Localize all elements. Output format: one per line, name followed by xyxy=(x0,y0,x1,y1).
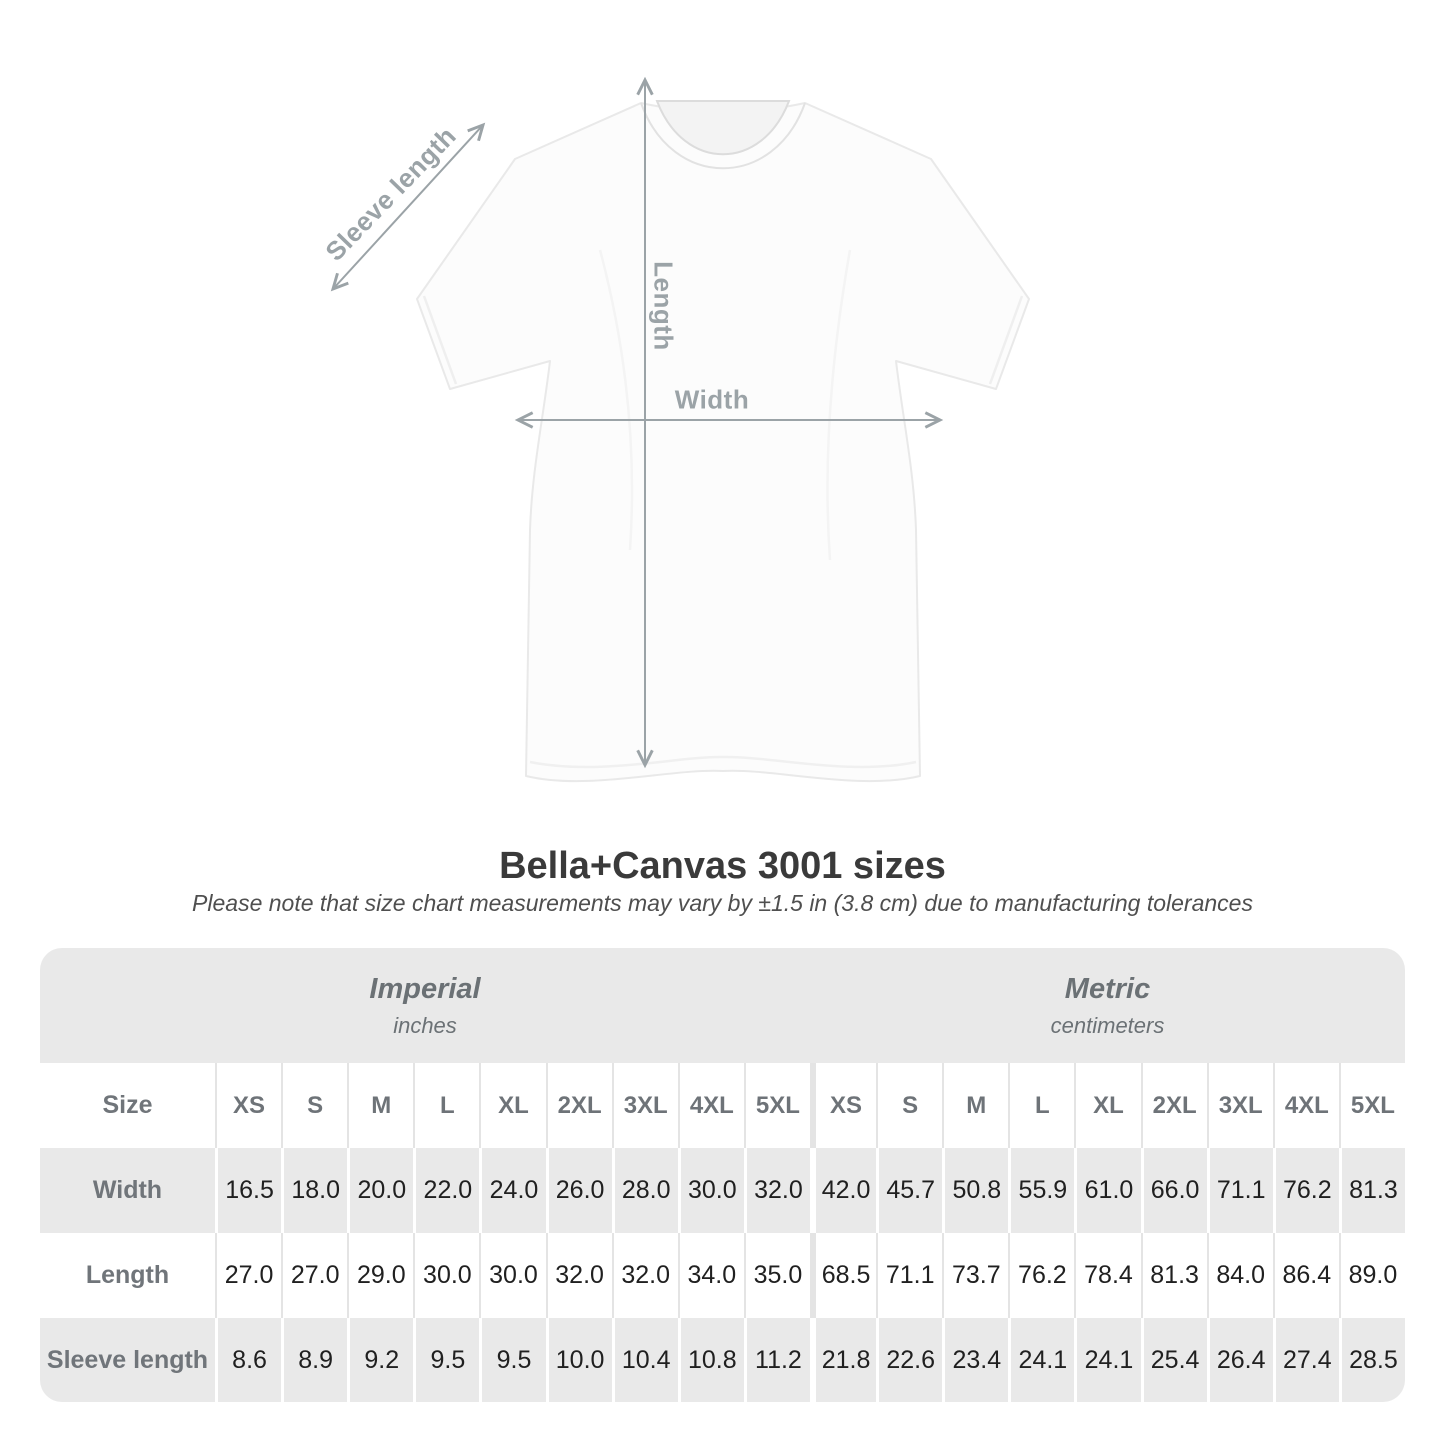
width-value-cell: 66.0 xyxy=(1141,1148,1207,1233)
width-value-cell: 50.8 xyxy=(942,1148,1008,1233)
size-header-cell: 4XL xyxy=(678,1063,744,1148)
sleeve-value-cell: 11.2 xyxy=(744,1318,810,1402)
length-value-cell: 30.0 xyxy=(413,1233,479,1318)
sleeve-value-cell: 25.4 xyxy=(1141,1318,1207,1402)
sleeve-value-cell: 9.2 xyxy=(347,1318,413,1402)
length-value-cell: 27.0 xyxy=(215,1233,281,1318)
length-value-cell: 30.0 xyxy=(479,1233,545,1318)
size-header-cell: L xyxy=(1008,1063,1074,1148)
length-value-cell: 78.4 xyxy=(1074,1233,1140,1318)
size-header-cell: S xyxy=(281,1063,347,1148)
width-value-cell: 26.0 xyxy=(546,1148,612,1233)
imperial-section-header xyxy=(40,948,810,1063)
length-value-cell: 84.0 xyxy=(1207,1233,1273,1318)
sleeve-value-cell: 24.1 xyxy=(1074,1318,1140,1402)
length-value-cell: 86.4 xyxy=(1273,1233,1339,1318)
width-value-cell: 30.0 xyxy=(678,1148,744,1233)
imperial-unit: inches xyxy=(393,1012,457,1038)
width-value-cell: 18.0 xyxy=(281,1148,347,1233)
width-value-cell: 42.0 xyxy=(810,1148,876,1233)
sleeve-value-cell: 21.8 xyxy=(810,1318,876,1402)
length-value-cell: 29.0 xyxy=(347,1233,413,1318)
size-header-cell: 3XL xyxy=(1207,1063,1273,1148)
width-value-cell: 45.7 xyxy=(876,1148,942,1233)
length-value-cell: 32.0 xyxy=(546,1233,612,1318)
size-header-cell: XS xyxy=(215,1063,281,1148)
size-header-cell: 2XL xyxy=(1141,1063,1207,1148)
row-label-width: Width xyxy=(40,1148,215,1233)
sleeve-value-cell: 26.4 xyxy=(1207,1318,1273,1402)
width-value-cell: 24.0 xyxy=(479,1148,545,1233)
size-header-cell: 3XL xyxy=(612,1063,678,1148)
size-header-cell: XS xyxy=(810,1063,876,1148)
sleeve-value-cell: 23.4 xyxy=(942,1318,1008,1402)
width-value-cell: 28.0 xyxy=(612,1148,678,1233)
length-value-cell: 81.3 xyxy=(1141,1233,1207,1318)
metric-unit: centimeters xyxy=(1050,1012,1165,1038)
sleeve-value-cell: 8.9 xyxy=(281,1318,347,1402)
tolerance-note: Please note that size chart measurements may vary by ±1.5 in (3.8 cm) due to manufacturing tolerances xyxy=(192,890,1253,916)
metric-title: Metric xyxy=(1064,972,1151,1005)
tshirt-body-shape xyxy=(417,103,1029,781)
size-header-cell: XL xyxy=(479,1063,545,1148)
length-value-cell: 89.0 xyxy=(1339,1233,1405,1318)
size-header-cell: 5XL xyxy=(744,1063,810,1148)
sleeve-value-cell: 24.1 xyxy=(1008,1318,1074,1402)
sleeve-value-cell: 10.8 xyxy=(678,1318,744,1402)
sleeve-value-cell: 28.5 xyxy=(1339,1318,1405,1402)
row-label-sleeve-length: Sleeve length xyxy=(40,1318,215,1402)
length-label: Length xyxy=(648,261,679,351)
size-header-cell: L xyxy=(413,1063,479,1148)
imperial-title: Imperial xyxy=(369,972,481,1005)
width-value-cell: 55.9 xyxy=(1008,1148,1074,1233)
size-header-cell: 4XL xyxy=(1273,1063,1339,1148)
row-label-length: Length xyxy=(40,1233,215,1318)
size-header-cell: XL xyxy=(1074,1063,1140,1148)
sleeve-value-cell: 9.5 xyxy=(479,1318,545,1402)
length-value-cell: 34.0 xyxy=(678,1233,744,1318)
size-header-cell: M xyxy=(942,1063,1008,1148)
length-value-cell: 32.0 xyxy=(612,1233,678,1318)
length-value-cell: 35.0 xyxy=(744,1233,810,1318)
size-header-cell: 5XL xyxy=(1339,1063,1405,1148)
width-value-cell: 81.3 xyxy=(1339,1148,1405,1233)
size-header-cell: M xyxy=(347,1063,413,1148)
width-label: Width xyxy=(674,384,750,415)
row-label-size: Size xyxy=(40,1063,215,1148)
sleeve-value-cell: 22.6 xyxy=(876,1318,942,1402)
size-table xyxy=(40,948,1405,1402)
width-value-cell: 76.2 xyxy=(1273,1148,1339,1233)
size-header-cell: S xyxy=(876,1063,942,1148)
sleeve-value-cell: 9.5 xyxy=(413,1318,479,1402)
width-value-cell: 16.5 xyxy=(215,1148,281,1233)
width-value-cell: 71.1 xyxy=(1207,1148,1273,1233)
width-value-cell: 20.0 xyxy=(347,1148,413,1233)
sleeve-length-label: Sleeve length xyxy=(319,120,462,267)
width-value-cell: 32.0 xyxy=(744,1148,810,1233)
width-value-cell: 22.0 xyxy=(413,1148,479,1233)
sleeve-value-cell: 27.4 xyxy=(1273,1318,1339,1402)
page-title: Bella+Canvas 3001 sizes xyxy=(499,845,946,887)
length-value-cell: 73.7 xyxy=(942,1233,1008,1318)
sleeve-value-cell: 10.0 xyxy=(546,1318,612,1402)
sleeve-value-cell: 8.6 xyxy=(215,1318,281,1402)
length-value-cell: 68.5 xyxy=(810,1233,876,1318)
width-value-cell: 61.0 xyxy=(1074,1148,1140,1233)
length-value-cell: 76.2 xyxy=(1008,1233,1074,1318)
size-header-cell: 2XL xyxy=(546,1063,612,1148)
metric-section-header xyxy=(810,948,1405,1063)
length-value-cell: 71.1 xyxy=(876,1233,942,1318)
sleeve-value-cell: 10.4 xyxy=(612,1318,678,1402)
length-value-cell: 27.0 xyxy=(281,1233,347,1318)
